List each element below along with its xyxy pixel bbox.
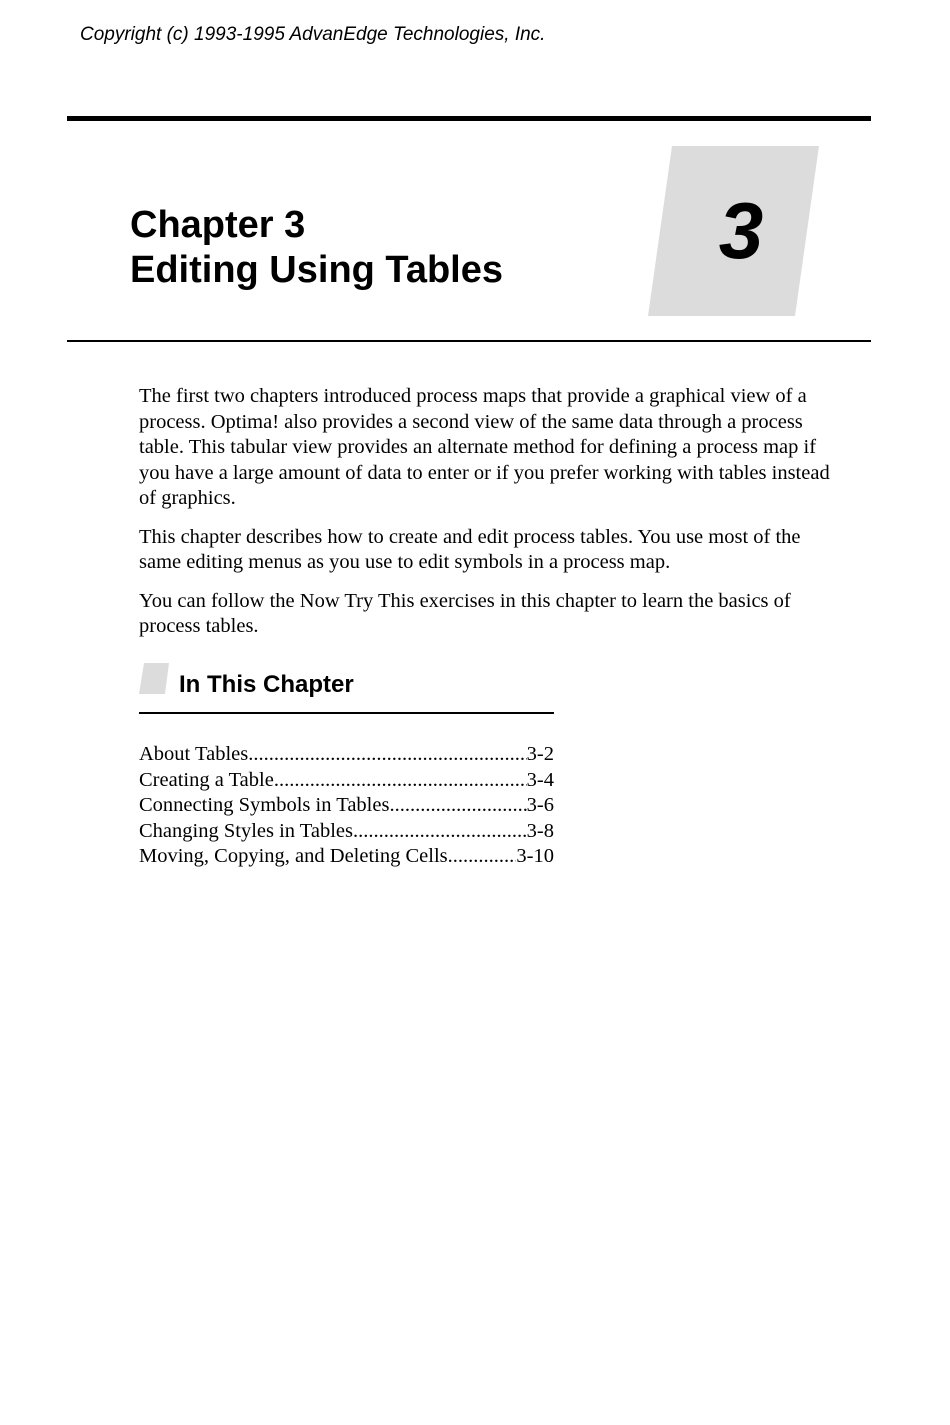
toc-entry-title: Changing Styles in Tables xyxy=(139,819,353,842)
toc-entry[interactable] xyxy=(139,742,554,768)
chapter-label: Chapter 3 xyxy=(130,204,306,246)
chapter-title xyxy=(130,203,503,293)
toc-entry-page: 3-6 xyxy=(526,794,554,816)
toc-entry-page: 3-2 xyxy=(526,743,554,765)
toc-entry-page: 3-10 xyxy=(516,845,554,867)
copyright-notice: Copyright (c) 1993-1995 AdvanEdge Technologies, Inc. xyxy=(80,24,546,45)
heading-marker-icon xyxy=(139,663,169,695)
in-this-chapter-heading xyxy=(139,663,554,715)
toc-entry[interactable] xyxy=(139,768,554,794)
toc-entry-title: About Tables xyxy=(139,743,249,765)
toc-entry-title: Connecting Symbols in Tables xyxy=(139,794,390,816)
chapter-name: Editing Using Tables xyxy=(130,249,503,291)
chapter-contents-list xyxy=(139,742,554,870)
toc-leader-dots xyxy=(389,793,526,819)
toc-entry[interactable] xyxy=(139,793,554,819)
intro-paragraph: You can follow the Now Try This exercises in this chapter to learn the basics of process tables. xyxy=(139,589,791,637)
chapter-number: 3 xyxy=(718,186,764,275)
intro-paragraph: The first two chapters introduced process maps that provide a graphical view of a process. Optima! also provides a second view of the same data through a process table. This tabular view provides an alternate method for defining a process map if you have a large amount of data to enter or if you prefer working with tables instead of graphics. xyxy=(139,385,830,509)
intro-paragraph: This chapter describes how to create and edit process tables. You use most of the same editing menus as you use to edit symbols in a process map. xyxy=(139,525,801,573)
toc-leader-dots xyxy=(353,819,527,845)
toc-entry-title: Moving, Copying, and Deleting Cells xyxy=(139,845,448,867)
in-this-chapter-rule xyxy=(139,712,554,714)
chapter-number-tab xyxy=(648,146,819,316)
toc-entry[interactable] xyxy=(139,819,554,845)
toc-entry[interactable] xyxy=(139,844,554,870)
toc-leader-dots xyxy=(274,768,527,794)
toc-entry-title: Creating a Table xyxy=(139,768,274,791)
top-rule xyxy=(67,116,871,121)
in-this-chapter-label: In This Chapter xyxy=(179,671,354,698)
toc-leader-dots xyxy=(448,844,517,870)
chapter-intro xyxy=(139,384,839,653)
title-bottom-rule xyxy=(67,340,871,342)
toc-entry-page: 3-8 xyxy=(526,819,554,842)
toc-leader-dots xyxy=(248,742,526,768)
toc-entry-page: 3-4 xyxy=(526,768,554,791)
